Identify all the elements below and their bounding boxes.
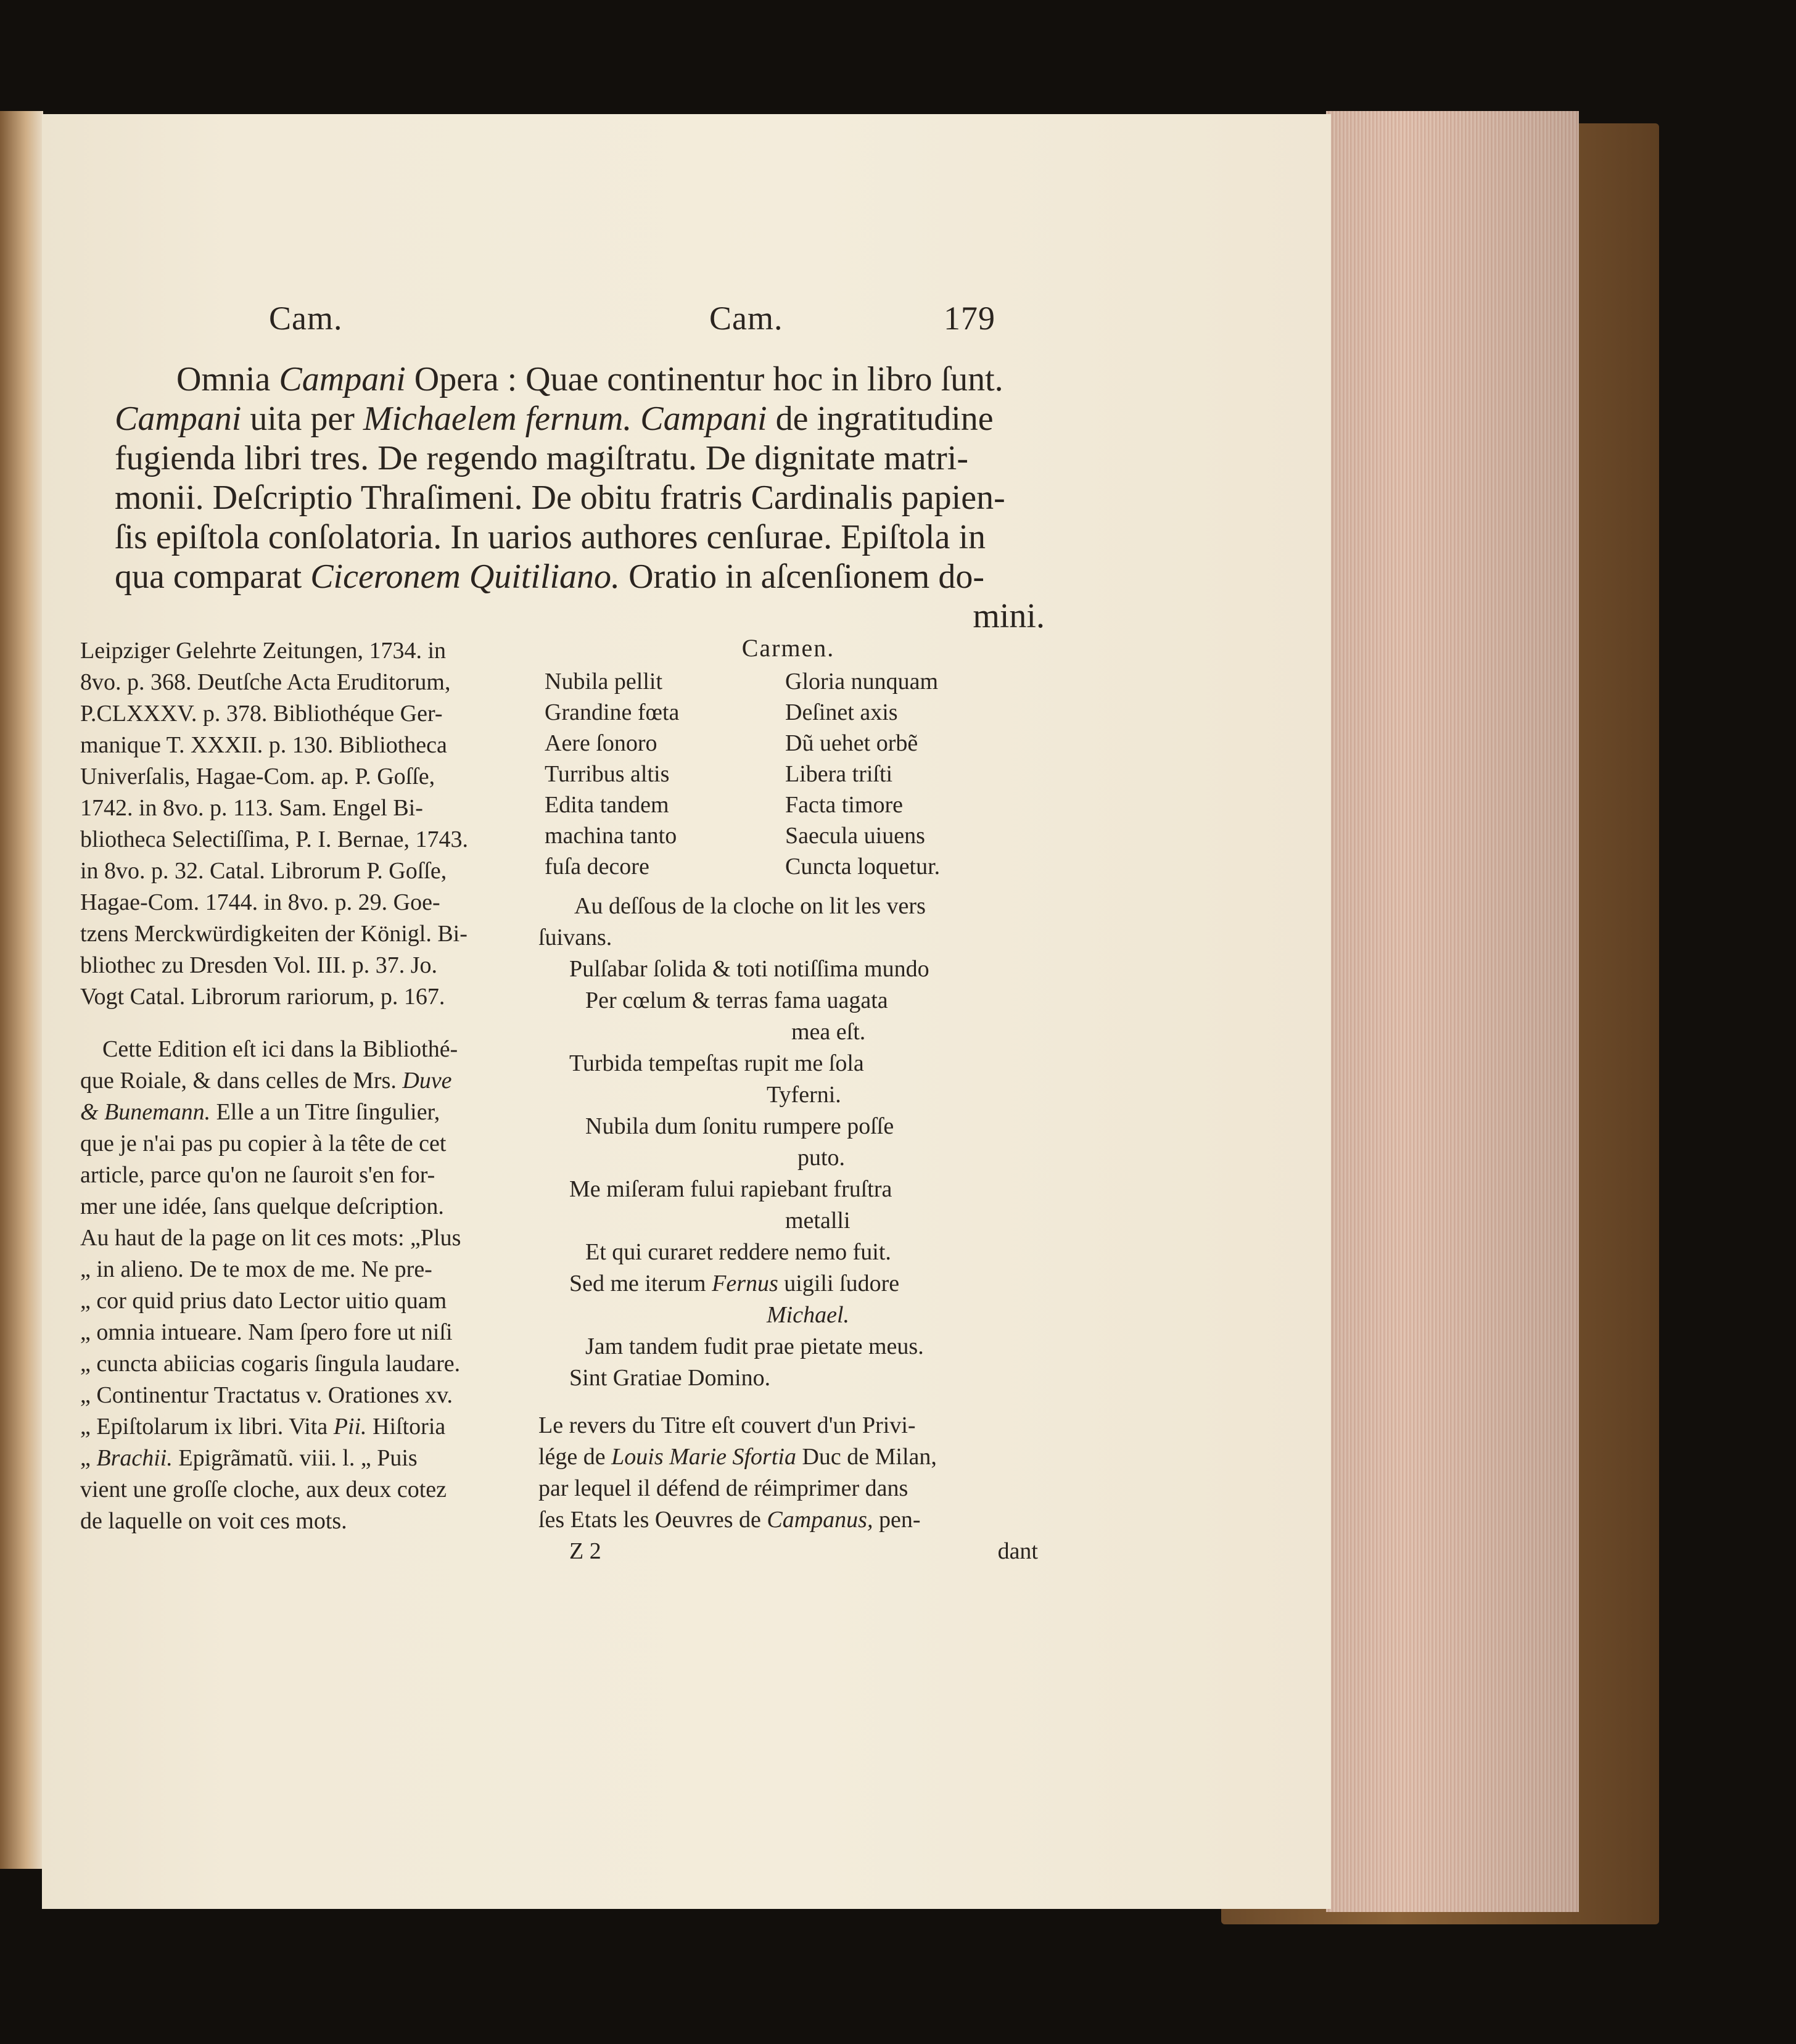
left-column [80, 635, 537, 1537]
inscription-verses [538, 954, 1038, 1394]
verse-line: Et qui curaret reddere nemo fuit. [585, 1239, 891, 1265]
bib-line: 8vo. p. 368. Deutſche Acta Eruditorum, [80, 669, 451, 695]
desc-line: „ Epiſtolarum ix libri. Vita Pii. Hiſtoria [80, 1414, 446, 1440]
running-head-left: Cam. [269, 300, 343, 337]
intro-line: ſuivans. [538, 925, 612, 950]
poem-verse: Nubila pellit [545, 669, 663, 694]
entry-line: qua comparat Ciceronem Quitiliano. Oratio in aſcenſionem do- [115, 558, 984, 596]
intro-line: Au deſſous de la cloche on lit les vers [574, 893, 926, 919]
desc-line: Cette Edition eſt ici dans la Bibliothé- [102, 1036, 458, 1062]
verse-line [569, 1268, 1038, 1300]
poem-verse: Saecula uiuens [785, 823, 925, 849]
page-edge [1326, 111, 1579, 1912]
italic-text: Louis Marie Sfortia [611, 1444, 796, 1470]
italic-text: Campani [115, 400, 242, 438]
catchword: dant [997, 1538, 1038, 1564]
poem-verse: Gloria nunquam [785, 669, 939, 694]
entry-line: Omnia Campani Opera : Quae continentur hoc in libro ſunt. [176, 360, 1003, 398]
desc-line: de laquelle on voit ces mots. [80, 1508, 347, 1534]
inscription-intro [538, 891, 1038, 954]
desc-line: Au haut de la page on lit ces mots: „Plus [80, 1225, 461, 1251]
bib-line: Univerſalis, Hagae-Com. ap. P. Goſſe, [80, 764, 435, 789]
desc-line: article, parce qu'on ne ſauroit s'en for- [80, 1162, 435, 1188]
verse-line: Jam tandem fudit prae pietate meus. [585, 1333, 924, 1359]
verse-line: puto. [797, 1145, 846, 1171]
bib-line: Leipziger Gelehrte Zeitungen, 1734. in [80, 638, 447, 664]
verse-name: Michael. [767, 1302, 850, 1328]
carmen-title: Carmen. [741, 634, 835, 662]
book-page [42, 114, 1331, 1909]
page-number: 179 [944, 300, 995, 337]
poem-verse: Cuncta loquetur. [785, 854, 941, 880]
verse-line: Sint Gratiae Domino. [569, 1365, 771, 1391]
bib-line: P.CLXXXV. p. 378. Bibliothéque Ger- [80, 701, 443, 727]
italic-text: & Bunemann. [80, 1099, 211, 1125]
desc-line: „ cor quid prius dato Lector uitio quam [80, 1288, 447, 1314]
facing-page-edge [0, 111, 43, 1869]
closing-paragraph [538, 1410, 1038, 1536]
poem-verse: Edita tandem [545, 792, 669, 818]
italic-text: Pii. [333, 1414, 367, 1440]
desc-line: & Bunemann. Elle a un Titre ſingulier, [80, 1099, 440, 1125]
verse-line: Me miſeram fului rapiebant fruſtra [569, 1176, 892, 1202]
verse-line: mea eſt. [791, 1019, 866, 1045]
bib-line: Vogt Catal. Librorum rariorum, p. 167. [80, 984, 445, 1010]
bib-line: manique T. XXXII. p. 130. Bibliotheca [80, 732, 447, 758]
italic-text: Michaelem fernum. [363, 400, 632, 438]
desc-line: „ Brachii. Epigrãmatũ. viii. l. „ Puis [80, 1445, 418, 1471]
desc-line: mer une idée, ſans quelque deſcription. [80, 1193, 444, 1219]
verse-line: Pulſabar ſolida & toti notiſſima mundo [569, 956, 929, 982]
running-head-center: Cam. [709, 300, 783, 337]
verse-text: Sed me iterum [569, 1271, 712, 1296]
bib-line: Hagae-Com. 1744. in 8vo. p. 29. Goe- [80, 889, 440, 915]
entry-line: Campani uita per Michaelem fernum. Campani de ingratitudine [115, 400, 994, 438]
desc-line: „ Continentur Tractatus v. Orationes xv. [80, 1382, 453, 1408]
italic-text: Ciceronem Quitiliano. [310, 558, 620, 596]
bib-line: bliotheca Selectiſſima, P. I. Bernae, 1743. [80, 826, 468, 852]
desc-line: que je n'ai pas pu copier à la tête de cet [80, 1131, 447, 1156]
italic-text: Campani [640, 400, 767, 438]
desc-line: „ in alieno. De te mox de me. Ne pre- [80, 1256, 432, 1282]
desc-line: „ omnia intueare. Nam ſpero fore ut niſi [80, 1319, 453, 1345]
poem-verse: Dũ uehet orbẽ [785, 730, 918, 756]
closing-line: lége de Louis Marie Sfortia Duc de Milan, [538, 1444, 937, 1470]
verse-line: Per cœlum & terras fama uagata [585, 987, 888, 1013]
verse-text: uigili ſudore [778, 1271, 900, 1296]
bib-line: 1742. in 8vo. p. 113. Sam. Engel Bi- [80, 795, 423, 821]
poem-verse: Facta timore [785, 792, 903, 818]
carmen-poem [538, 666, 1038, 882]
poem-verse: fuſa decore [545, 854, 649, 880]
description-paragraph [80, 1034, 537, 1537]
poem-verse: Aere ſonoro [545, 730, 657, 756]
desc-line: „ cuncta abiicias cogaris ſingula laudare. [80, 1351, 461, 1377]
poem-verse: Turribus altis [545, 761, 670, 787]
verse-line: Turbida tempeſtas rupit me ſola [569, 1050, 864, 1076]
verse-line: Tyferni. [767, 1082, 841, 1108]
verse-name: Fernus [712, 1271, 778, 1296]
italic-text: Campanus, [767, 1507, 873, 1533]
entry-line: mini. [973, 597, 1045, 635]
desc-line: que Roiale, & dans celles de Mrs. Duve [80, 1068, 452, 1094]
desc-line: vient une groſſe cloche, aux deux cotez [80, 1477, 447, 1502]
poem-verse: Grandine fœta [545, 699, 680, 725]
poem-verse: Deſinet axis [785, 699, 898, 725]
italic-text: Brachii. [96, 1445, 173, 1471]
signature-mark: Z 2 [569, 1538, 601, 1564]
poem-verse: machina tanto [545, 823, 677, 849]
verse-line: Nubila dum ſonitu rumpere poſſe [585, 1113, 894, 1139]
bib-line: bliothec zu Dresden Vol. III. p. 37. Jo. [80, 952, 438, 978]
verse-line [569, 1300, 1038, 1331]
bib-line: tzens Merckwürdigkeiten der Königl. Bi- [80, 921, 468, 947]
bib-line: in 8vo. p. 32. Catal. Librorum P. Goſſe, [80, 858, 447, 884]
italic-text: Campani [279, 360, 406, 398]
poem-verse: Libera triſti [785, 761, 893, 787]
verse-line: metalli [785, 1208, 851, 1234]
italic-text: Duve [402, 1068, 452, 1094]
page-footer [538, 1536, 1038, 1567]
entry-line: monii. Deſcriptio Thraſimeni. De obitu fratris Cardinalis papien- [115, 479, 1005, 517]
entry-line: ſis epiſtola conſolatoria. In uarios authores cenſurae. Epiſtola in [115, 518, 986, 556]
closing-line: ſes Etats les Oeuvres de Campanus, pen- [538, 1507, 921, 1533]
closing-line: Le revers du Titre eſt couvert d'un Privi- [538, 1412, 916, 1438]
bibliography-paragraph [80, 635, 537, 1013]
closing-line: par lequel il défend de réimprimer dans [538, 1475, 908, 1501]
catalogue-entry [115, 360, 1045, 636]
entry-line: fugienda libri tres. De regendo magiſtratu. De dignitate matri- [115, 439, 968, 477]
right-column [538, 632, 1038, 1567]
